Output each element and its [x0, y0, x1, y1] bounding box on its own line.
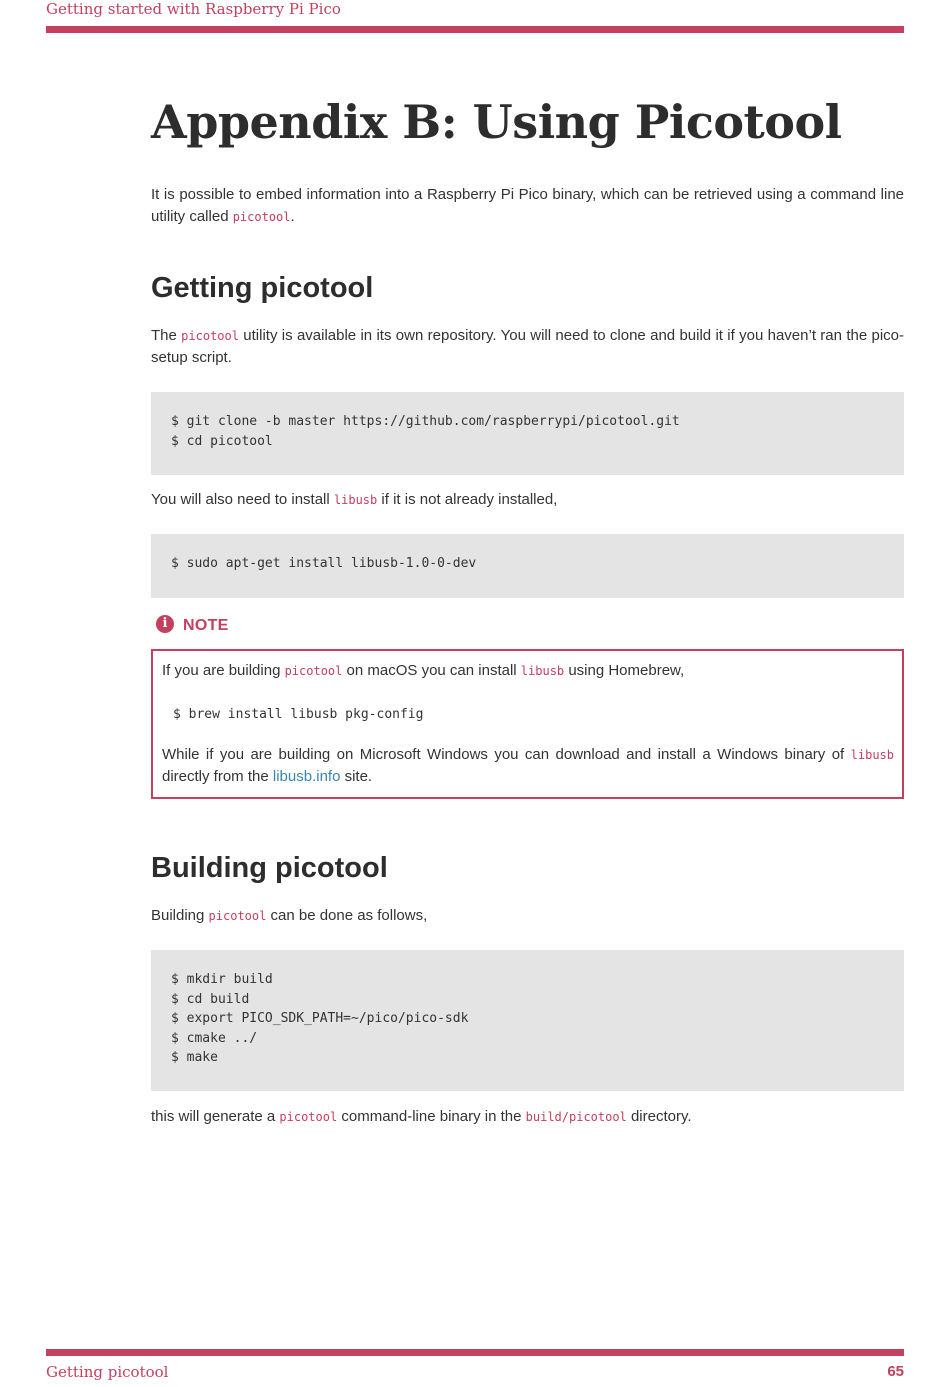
- inline-code: picotool: [208, 909, 267, 923]
- code-line: $ cd build: [171, 991, 250, 1007]
- result-text: this will generate a: [151, 1108, 280, 1125]
- libusb-paragraph: [151, 489, 904, 511]
- note-line-macos: [162, 660, 894, 682]
- intro-text-end: .: [290, 208, 295, 225]
- intro-paragraph: [151, 184, 904, 228]
- note-command: $ brew install libusb pkg-config: [173, 707, 424, 722]
- getting-text-end: utility is available in its own repository. You will need to clone and build it if you haven’t ran the pico-setup script.: [151, 327, 905, 366]
- note-box: [151, 649, 904, 799]
- footer-section-title: Getting picotool: [46, 1363, 169, 1381]
- code-block-libusb: [151, 534, 904, 598]
- libusb-text: You will also need to install: [151, 491, 334, 508]
- note-text: on macOS you can install: [342, 662, 521, 679]
- result-paragraph: [151, 1106, 904, 1128]
- note-label: NOTE: [183, 617, 229, 634]
- note-text: If you are building: [162, 662, 285, 679]
- code-line: $ git clone -b master https://github.com/raspberrypi/picotool.git: [171, 414, 680, 429]
- getting-paragraph: [151, 325, 904, 369]
- inline-code: picotool: [279, 1110, 338, 1124]
- inline-code: build/picotool: [525, 1110, 627, 1124]
- note-text: using Homebrew,: [564, 662, 685, 679]
- inline-code: libusb: [333, 493, 378, 507]
- building-paragraph: [151, 905, 904, 927]
- page-number: 65: [887, 1363, 904, 1380]
- inline-code: libusb: [520, 664, 565, 678]
- note-text: While if you are building on Microsoft Windows you can download and install a Windows binary of: [162, 746, 851, 763]
- code-line: $ cd picotool: [171, 433, 273, 449]
- libusb-info-link[interactable]: libusb.info: [272, 768, 341, 785]
- section-heading-building-picotool: Building picotool: [151, 852, 388, 884]
- footer-rule: [46, 1349, 904, 1356]
- inline-code: picotool: [181, 329, 239, 343]
- result-text: directory.: [626, 1108, 692, 1125]
- section-heading-getting-picotool: Getting picotool: [151, 272, 374, 304]
- code-line: $ make: [171, 1050, 218, 1065]
- result-text: command-line binary in the: [337, 1108, 526, 1125]
- code-line: $ cmake ../: [171, 1030, 258, 1046]
- info-icon: i: [156, 615, 174, 633]
- inline-code: picotool: [232, 210, 291, 224]
- code-line: $ sudo apt-get install libusb-1.0-0-dev: [171, 556, 477, 571]
- header-rule: [46, 26, 904, 33]
- code-line: $ export PICO_SDK_PATH=~/pico/pico-sdk: [171, 1011, 469, 1026]
- building-text: Building: [151, 907, 209, 924]
- code-block-build: [151, 950, 904, 1091]
- inline-code: libusb: [850, 748, 894, 762]
- running-header-title: Getting started with Raspberry Pi Pico: [46, 0, 341, 18]
- intro-text: It is possible to embed information into a Raspberry Pi Pico binary, which can be retrieved using a command line utility called: [151, 186, 904, 225]
- note-text: site.: [340, 768, 373, 785]
- libusb-text-end: if it is not already installed,: [377, 491, 558, 508]
- code-block-clone: [151, 392, 904, 475]
- running-header: [46, 0, 904, 33]
- note-line-windows: [162, 744, 894, 788]
- chapter-title: Appendix B: Using Picotool: [151, 95, 842, 149]
- building-text-end: can be done as follows,: [266, 907, 428, 924]
- getting-text: The: [151, 327, 182, 344]
- inline-code: picotool: [284, 664, 343, 678]
- code-line: $ mkdir build: [171, 972, 273, 987]
- note-text: directly from the: [162, 768, 273, 785]
